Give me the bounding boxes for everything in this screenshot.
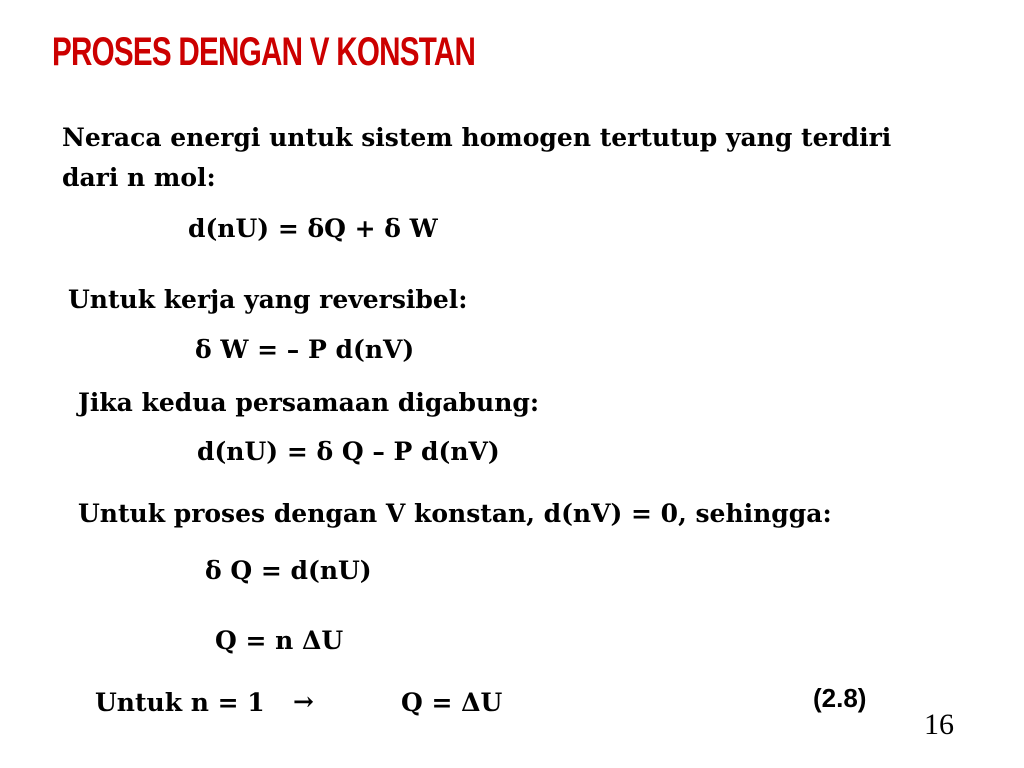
reversible-work-equation: δ W = – P d(nV) [195,335,415,364]
heat-n-delta-u-equation: Q = n ΔU [215,626,344,655]
n-equals-one-label: Untuk n = 1 [95,688,265,717]
heat-delta-u-equation: Q = ΔU [401,688,503,717]
heat-equals-internal-energy-equation: δ Q = d(nU) [205,556,372,585]
equation-number: (2.8) [813,683,867,713]
slide-title: PROSES DENGAN V KONSTAN [52,30,476,74]
combined-equation: d(nU) = δ Q – P d(nV) [197,437,500,466]
constant-volume-label: Untuk proses dengan V konstan, d(nV) = 0, sehingga: [78,499,832,528]
intro-text-line-2: dari n mol: [62,163,216,192]
page-number: 16 [924,708,954,741]
intro-text-line-1: Neraca energi untuk sistem homogen tertutup yang terdiri [62,123,892,152]
combine-label: Jika kedua persamaan digabung: [78,388,540,417]
energy-balance-equation: d(nU) = δQ + δ W [188,214,438,243]
right-arrow-icon: → [293,687,314,716]
reversible-work-label: Untuk kerja yang reversibel: [68,285,468,314]
